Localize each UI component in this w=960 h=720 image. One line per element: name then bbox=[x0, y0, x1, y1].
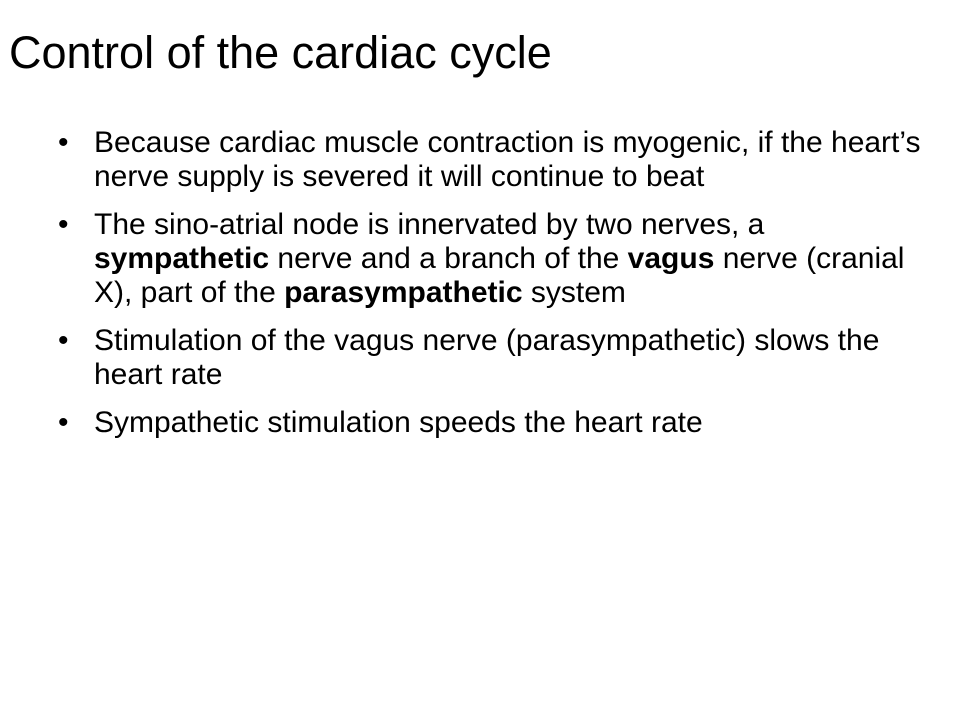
slide-title: Control of the cardiac cycle bbox=[9, 27, 552, 78]
bullet-list bbox=[58, 126, 938, 454]
bold-term-parasympathetic: parasympathetic bbox=[284, 276, 523, 309]
bullet-text bbox=[94, 208, 938, 310]
bullet-item bbox=[58, 324, 938, 392]
bullet-marker: • bbox=[58, 406, 69, 439]
bullet-text-segment: nerve (cranial X), part of the bbox=[94, 242, 905, 309]
bullet-item bbox=[58, 406, 938, 440]
bullet-text bbox=[94, 324, 938, 392]
bullet-text-segment: system bbox=[522, 276, 626, 309]
bullet-text bbox=[94, 406, 938, 440]
bullet-text-segment: Sympathetic stimulation speeds the heart rate bbox=[94, 406, 703, 439]
bold-term-vagus: vagus bbox=[627, 242, 715, 275]
bullet-item bbox=[58, 208, 938, 310]
bullet-text-segment: Because cardiac muscle contraction is myogenic, if the heart’s nerve supply is severed it will continue to beat bbox=[94, 126, 921, 193]
bullet-text-segment: The sino-atrial node is innervated by two nerves, a bbox=[94, 208, 765, 241]
bullet-marker: • bbox=[58, 324, 69, 357]
bullet-item bbox=[58, 126, 938, 194]
bullet-text-segment: Stimulation of the vagus nerve (parasympathetic) slows the heart rate bbox=[94, 324, 880, 391]
bullet-marker: • bbox=[58, 208, 69, 241]
bullet-text bbox=[94, 126, 938, 194]
bullet-text-segment: nerve and a branch of the bbox=[269, 242, 628, 275]
bullet-marker: • bbox=[58, 126, 69, 159]
bold-term-sympathetic: sympathetic bbox=[94, 242, 270, 275]
